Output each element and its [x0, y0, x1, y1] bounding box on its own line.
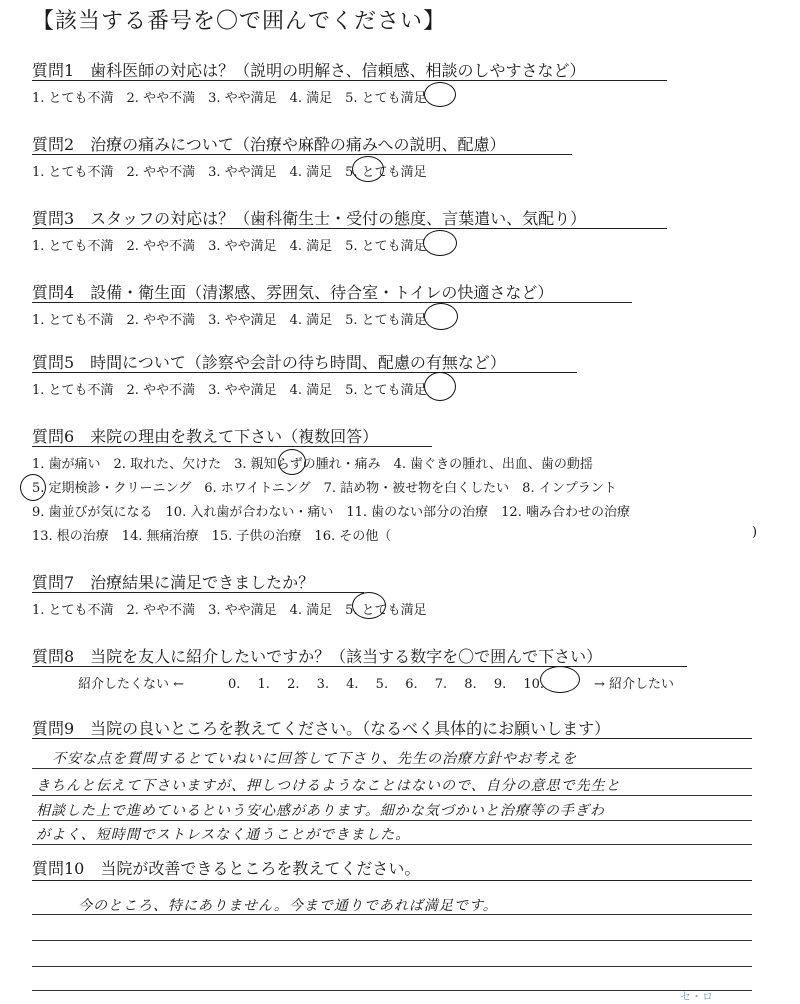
- question-7: 質問7 治療結果に満足できましたか？: [32, 573, 315, 592]
- question-6-line-3: 9. 歯並びが気になる 10. 入れ歯が合わない・痛い 11. 歯のない部分の治療 12. 噛み合わせの治療: [32, 505, 630, 520]
- underline: [32, 446, 432, 447]
- question-1-options: 1. とても不満 2. やや不満 3. やや満足 4. 満足 5. とても満足: [32, 91, 427, 106]
- question-6-other-close: ): [752, 525, 758, 540]
- question-6: 質問6 来院の理由を教えて下さい（複数回答）: [32, 427, 379, 446]
- answer-circle-q6-3: [278, 449, 306, 475]
- answer-circle-q2: [352, 156, 384, 182]
- answer-circle-q1: [424, 82, 456, 107]
- recommend-scale: 0. 1. 2. 3. 4. 5. 6. 7. 8. 9. 10.: [228, 677, 545, 692]
- answer-9-line-3: 相談した上で進めているという安心感があります。細かな気づかいと治療等の手ぎわ: [36, 803, 605, 819]
- question-4: 質問4 設備・衛生面（清潔感、雰囲気、待合室・トイレの快適さなど）: [32, 283, 554, 302]
- form-title: 【該当する番号を〇で囲んでください】: [32, 9, 447, 34]
- underline: [32, 666, 687, 667]
- question-5-options: 1. とても不満 2. やや不満 3. やや満足 4. 満足 5. とても満足: [32, 383, 427, 398]
- answer-line: [32, 795, 752, 796]
- answer-circle-q8: [540, 666, 580, 693]
- question-4-options: 1. とても不満 2. やや不満 3. やや満足 4. 満足 5. とても満足: [32, 313, 427, 328]
- answer-line: [32, 940, 752, 941]
- answer-line: [32, 820, 752, 821]
- answer-circle-q4: [424, 303, 458, 330]
- answer-line: [32, 844, 752, 845]
- underline: [32, 302, 632, 303]
- question-10: 質問10 当院が改善できるところを教えてください。: [32, 859, 421, 878]
- answer-line: [32, 768, 752, 769]
- underline: [32, 372, 577, 373]
- answer-circle-q3: [423, 230, 457, 256]
- answer-line: [32, 990, 752, 991]
- answer-line: [32, 966, 752, 967]
- answer-circle-q6-5: [20, 474, 46, 501]
- answer-9-line-1: 不安な点を質問するとていねいに回答して下さり、先生の治療方針やお考えを: [52, 751, 577, 767]
- answer-line: [32, 914, 752, 915]
- answer-circle-q5: [424, 372, 456, 401]
- underline: [32, 880, 752, 881]
- question-6-line-4: 13. 根の治療 14. 無痛治療 15. 子供の治療 16. その他（: [32, 529, 392, 544]
- question-7-options: 1. とても不満 2. やや不満 3. やや満足 4. 満足 5. とても満足: [32, 603, 427, 618]
- corner-note: セ・ロ: [680, 990, 713, 1003]
- question-9: 質問9 当院の良いところを教えてください。（なるべく具体的にお願いします）: [32, 719, 611, 738]
- question-2-options: 1. とても不満 2. やや不満 3. やや満足 4. 満足 5. とても満足: [32, 165, 427, 180]
- question-2: 質問2 治療の痛みについて（治療や麻酔の痛みへの説明、配慮）: [32, 135, 506, 154]
- scale-right-label: → 紹介したい: [594, 677, 675, 692]
- answer-10-line-1: 今のところ、特にありません。今まで通りであれば満足です。: [78, 898, 498, 914]
- underline: [32, 80, 667, 81]
- question-3: 質問3 スタッフの対応は？（歯科衛生士・受付の態度、言葉遣い、気配り）: [32, 209, 587, 228]
- question-3-options: 1. とても不満 2. やや不満 3. やや満足 4. 満足 5. とても満足: [32, 239, 427, 254]
- question-1: 質問1 歯科医師の対応は？（説明の明解さ、信頼感、相談のしやすさなど）: [32, 61, 586, 80]
- answer-9-line-4: がよく、短時間でストレスなく通うことができました。: [36, 827, 411, 843]
- question-6-line-1: 1. 歯が痛い 2. 取れた、欠けた 3. 親知らずの腫れ・痛み 4. 歯ぐきの腫れ、出血、歯の動揺: [32, 457, 593, 472]
- answer-9-line-2: きちんと伝えて下さいますが、押しつけるようなことはないので、自分の意思で先生と: [36, 778, 621, 794]
- question-6-line-2: 5. 定期検診・クリーニング 6. ホワイトニング 7. 詰め物・被せ物を白くしたい 8. インプラント: [32, 481, 617, 496]
- underline: [32, 592, 364, 593]
- underline: [32, 228, 667, 229]
- answer-circle-q7: [352, 592, 386, 619]
- question-8: 質問8 当院を友人に紹介したいですか？（該当する数字を〇で囲んで下さい）: [32, 647, 603, 666]
- underline: [32, 738, 752, 739]
- question-5: 質問5 時間について（診察や会計の待ち時間、配慮の有無など）: [32, 353, 506, 372]
- underline: [32, 154, 572, 155]
- scale-left-label: 紹介したくない ←: [78, 677, 185, 692]
